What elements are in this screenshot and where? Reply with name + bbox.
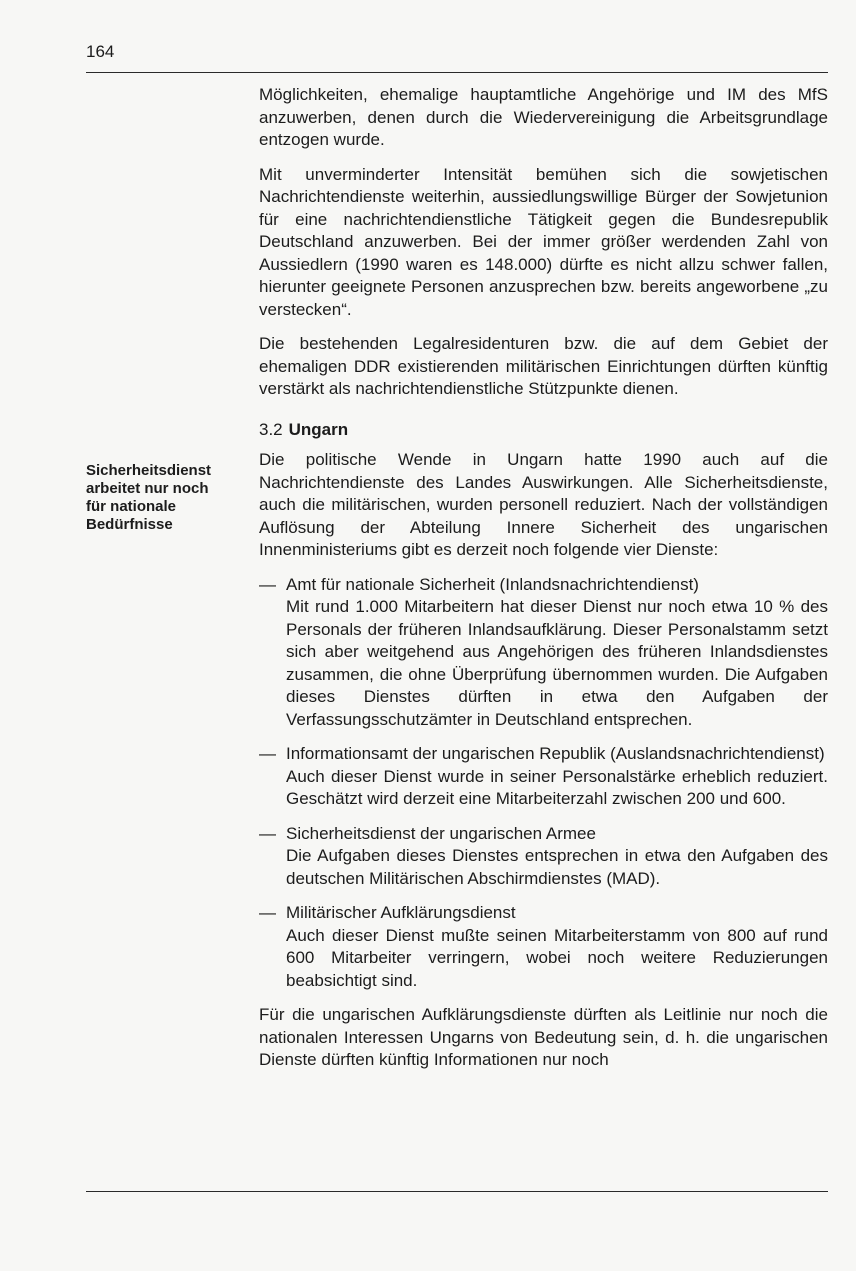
service-title: — Amt für nationale Sicherheit (Inlandsnachrichtendienst): [286, 574, 699, 594]
list-item: [259, 743, 828, 811]
service-text: Auch dieser Dienst mußte seinen Mitarbeiterstamm von 800 auf rund 600 Mitarbeiter verringern, wobei noch weitere Reduzierungen beabsichtigt sind.: [286, 925, 828, 990]
header-rule: [86, 72, 828, 73]
list-item: [259, 902, 828, 992]
page-number: 164: [86, 42, 115, 61]
margin-note-line: für nationale: [86, 498, 177, 515]
service-title: — Militärischer Aufklärungsdienst: [286, 903, 516, 922]
section-number: 3.2: [259, 419, 283, 439]
list-item: [259, 823, 828, 891]
paragraph: Mit unverminderter Intensität bemühen sich die sowjetischen Nachrichtendienste weiterhin, aussiedlungswillige Bürger der Sowjetunion für eine nachrichtendienstliche Tätigkeit gegen die Bundesrepublik Deutschland anzuwerben. Bei der immer größer werdenden Zahl von Aussiedlern (1990 waren es 148.000) dürfte es nicht allzu schwer fallen, hierunter geeignete Personen anzusprechen bzw. bereits angeworbene „zu verstecken“.: [259, 164, 828, 319]
list-item: [259, 574, 828, 732]
section-heading: [259, 419, 828, 442]
services-list: [259, 574, 828, 993]
service-title: — Sicherheitsdienst der ungarischen Armee: [286, 823, 596, 843]
margin-note-line: Sicherheitsdienst: [86, 462, 212, 479]
main-text: [259, 84, 828, 1084]
service-text: Mit rund 1.000 Mitarbeitern hat dieser Dienst nur noch etwa 10 % des Personals der früheren Inlandsaufklärung. Dieser Personalstamm setzt sich aber weitgehend aus Angehörigen des früheren Inlandsdienstes zusammen, die ohne Überprüfung übernommen wurden. Die Aufgaben dieses Dienstes dürften in etwa den Aufgaben der Verfassungsschutzämter in Deutschland entsprechen.: [286, 597, 828, 729]
service-title: — Informationsamt der ungarischen Republik (Auslandsnachrichtendienst): [286, 744, 825, 763]
margin-note-line: arbeitet nur noch: [86, 480, 209, 497]
margin-note-line: Bedürfnisse: [86, 516, 173, 533]
service-text: Auch dieser Dienst wurde in seiner Personalstärke erheblich reduziert. Geschätzt wird derzeit eine Mitarbeiterzahl zwischen 200 und 600.: [286, 766, 828, 808]
service-text: Die Aufgaben dieses Dienstes entsprechen in etwa den Aufgaben des deutschen Militärischen Abschirmdienstes (MAD).: [286, 846, 828, 888]
section-title: Ungarn: [288, 419, 349, 439]
margin-note: [86, 462, 236, 534]
closing-paragraph: Für die ungarischen Aufklärungsdienste dürften als Leitlinie nur noch die nationalen Interessen Ungarns von Bedeutung sein, d. h. die ungarischen Dienste dürften künftig Informationen nur noch: [259, 1005, 828, 1069]
paragraph: Die bestehenden Legalresidenturen bzw. die auf dem Gebiet der ehemaligen DDR existierenden militärischen Einrichtungen dürften künftig verstärkt als nachrichtendienstliche Stützpunkte dienen.: [259, 334, 828, 398]
footer-rule: [86, 1191, 828, 1192]
paragraph: Möglichkeiten, ehemalige hauptamtliche Angehörige und IM des MfS anzuwerben, denen durch die Wiedervereinigung die Arbeitsgrundlage entzogen wurde.: [259, 85, 828, 149]
section-intro: Die politische Wende in Ungarn hatte 1990 auch auf die Nachrichtendienste des Landes Auswirkungen. Alle Sicherheitsdienste, auch die militärischen, wurden personell reduziert. Nach der vollständigen Auflösung der Abteilung Innere Sicherheit des ungarischen Innenministeriums gibt es derzeit noch folgende vier Dienste:: [259, 450, 828, 559]
